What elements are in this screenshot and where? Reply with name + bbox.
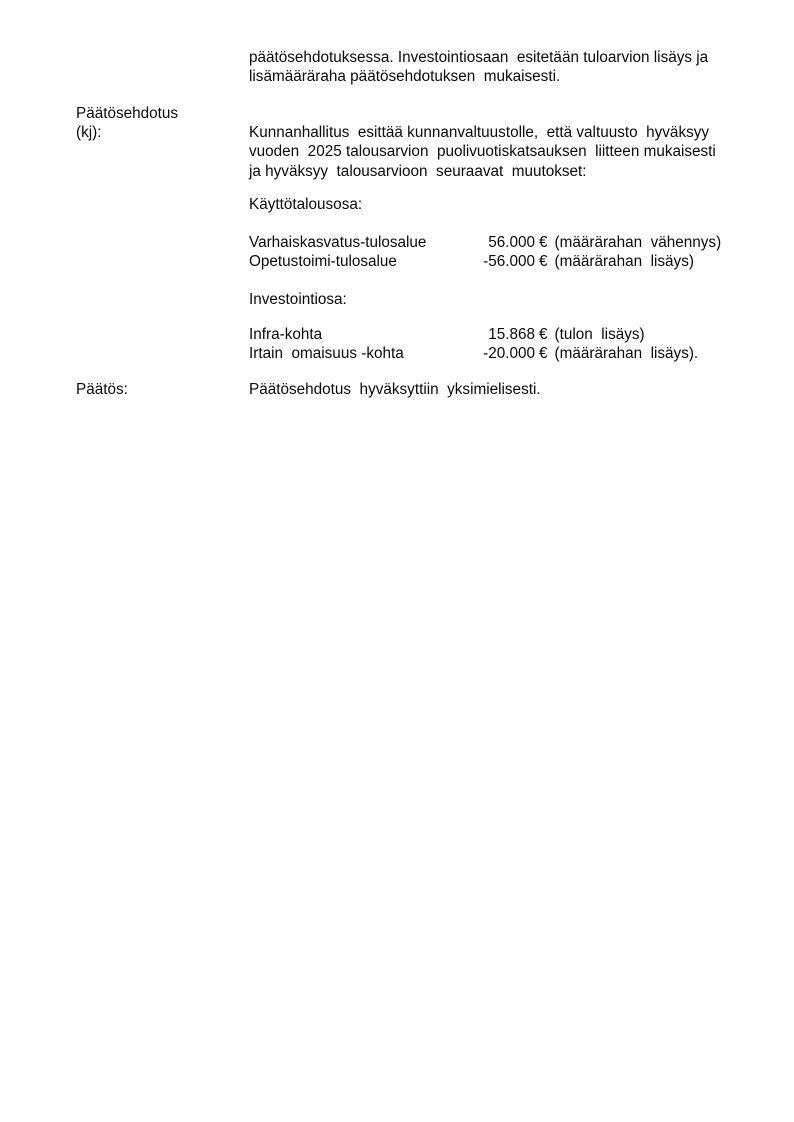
proposal-label: [76, 104, 178, 143]
intro-line: lisämääräraha päätösehdotuksen mukaisesti.: [249, 68, 561, 86]
budget-item-amount: -56.000: [483, 253, 535, 271]
proposal-body: [249, 123, 716, 181]
intro-line: päätösehdotuksessa. Investointiosaan esitetään tuloarvion lisäys ja: [249, 49, 709, 66]
budget-item-label: Infra-kohta: [249, 326, 323, 343]
operating-section-heading: Käyttötalousosa:: [249, 196, 363, 213]
currency-symbol: €: [539, 253, 548, 271]
budget-item-note: (määrärahan lisäys): [554, 253, 694, 271]
budget-item-row: [249, 344, 698, 363]
currency-symbol: €: [539, 345, 548, 363]
budget-item-amount: 56.000: [488, 234, 535, 251]
investments-section-heading: Investointiosa:: [249, 291, 347, 308]
budget-item-row: [249, 252, 721, 271]
investments-items: [249, 325, 698, 364]
budget-item-label: Opetustoimi-tulosalue: [249, 253, 397, 271]
decision-text: Päätösehdotus hyväksyttiin yksimielisesti.: [249, 381, 541, 398]
currency-symbol: €: [539, 234, 548, 251]
budget-item-note: (tulon lisäys): [554, 326, 645, 343]
budget-item-row: [249, 325, 698, 344]
budget-item-note: (määrärahan vähennys): [554, 234, 722, 251]
proposal-body-line: Kunnanhallitus esittää kunnanvaltuustolle, että valtuusto hyväksyy: [249, 124, 710, 141]
budget-item-amount: -20.000: [483, 345, 535, 363]
budget-item-row: [249, 233, 721, 252]
decision-label: Päätös:: [76, 381, 128, 398]
proposal-body-line: vuoden 2025 talousarvion puolivuotiskatsauksen liitteen mukaisesti: [249, 143, 716, 161]
intro-paragraph: [249, 48, 708, 87]
currency-symbol: €: [539, 326, 548, 343]
budget-item-amount: 15.868: [488, 326, 535, 343]
budget-item-note: (määrärahan lisäys).: [554, 345, 699, 363]
budget-item-label: Varhaiskasvatus-tulosalue: [249, 234, 427, 251]
proposal-label-line: (kj):: [76, 124, 102, 142]
budget-item-label: Irtain omaisuus -kohta: [249, 345, 404, 363]
proposal-label-line: Päätösehdotus: [76, 105, 179, 122]
proposal-body-line: ja hyväksyy talousarvioon seuraavat muutokset:: [249, 162, 587, 180]
operating-items: [249, 233, 721, 272]
